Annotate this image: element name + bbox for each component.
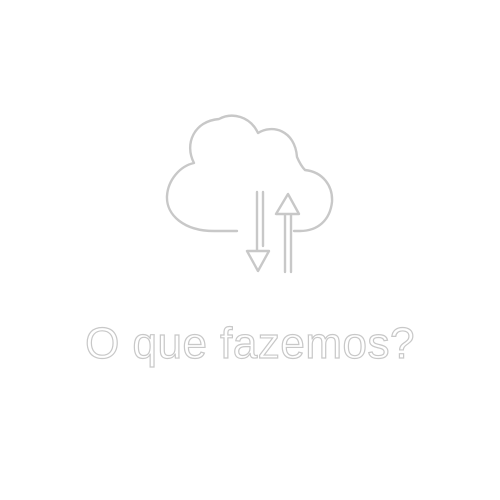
- upload-arrow: [276, 194, 299, 272]
- download-arrow: [247, 192, 269, 271]
- cloud-shape: [167, 116, 332, 231]
- section-heading: O que fazemos?: [85, 319, 415, 368]
